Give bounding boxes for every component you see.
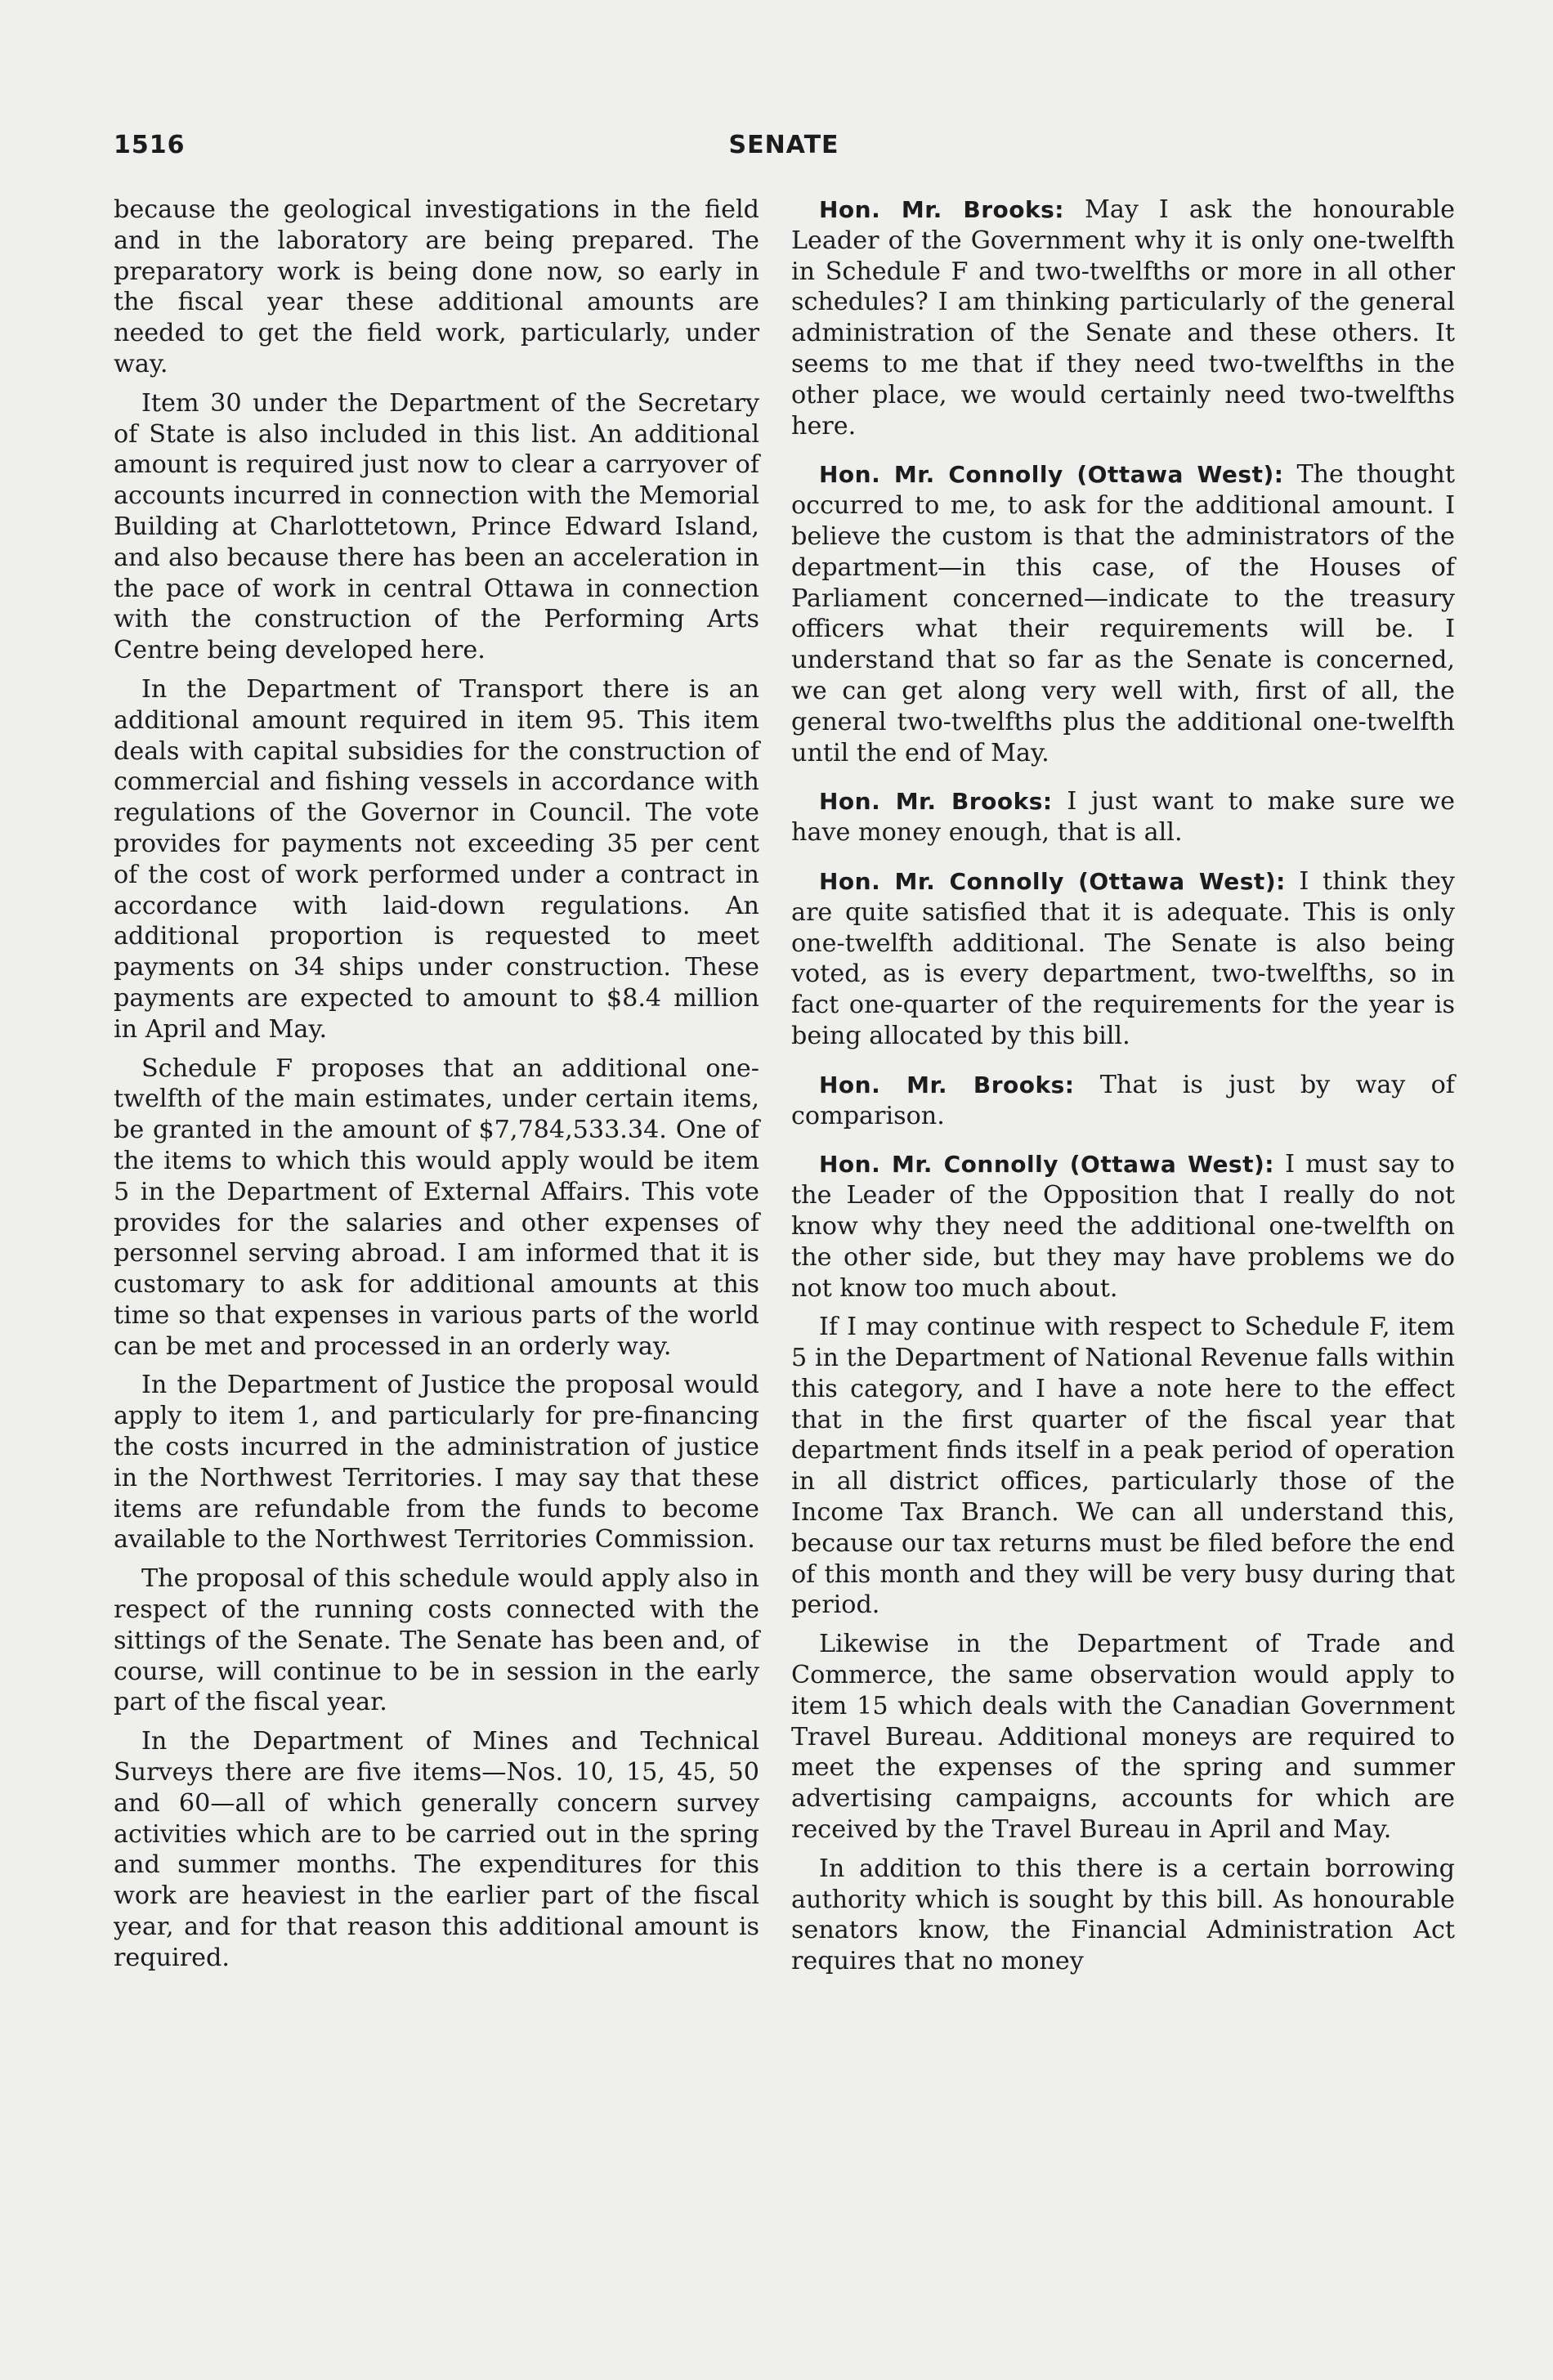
paragraph: because the geological investigations in the field and in the laboratory are being prepared. The preparatory work is being done now, so early in the fiscal year these additional amounts are needed to get the field work, particularly, under way.: [114, 195, 759, 378]
speaker-name: Hon. Mr. Brooks:: [819, 788, 1053, 816]
speech: [791, 195, 1455, 441]
speaker-name: Hon. Mr. Connolly (Ottawa West):: [819, 461, 1284, 489]
speech: [791, 866, 1455, 1052]
right-column: [791, 195, 1455, 1985]
speech: [791, 1070, 1455, 1132]
paragraph: Item 30 under the Department of the Secretary of State is also included in this list. An additional amount is required just now to clear a carryover of accounts incurred in connection with the Memorial Building at Charlottetown, Prince Edward Island, and also because there has been an acceleration in the pace of work in central Ottawa in connection with the construction of the Performing Arts Centre being developed here.: [114, 388, 759, 665]
speaker-name: Hon. Mr. Connolly (Ottawa West):: [819, 867, 1286, 895]
page-title: SENATE: [728, 131, 839, 159]
page-header: [114, 126, 1454, 168]
speaker-name: Hon. Mr. Connolly (Ottawa West):: [819, 1151, 1274, 1179]
left-column: [114, 195, 759, 1982]
paragraph: In addition to this there is a certain borrowing authority which is sought by this bill. As honourable senators know, the Financial Administration Act requires that no money: [791, 1854, 1455, 1976]
page-number: 1516: [114, 131, 186, 159]
paragraph: Schedule F proposes that an additional one-twelfth of the main estimates, under certain items, be granted in the amount of $7,784,533.34. One of the items to which this would apply would be item 5 in the Department of External Affairs. This vote provides for the salaries and other expenses of personnel serving abroad. I am informed that it is customary to ask for additional amounts at this time so that expenses in various parts of the world can be met and processed in an orderly way.: [114, 1054, 759, 1361]
speech-text: I think they are quite satisfied that it is adequate. This is only one-twelfth additional. The Senate is also being voted, as is every department, two-twelfths, so in fact one-quarter of the requirements for the year is being allocated by this bill.: [791, 866, 1455, 1050]
speech-text: I just want to make sure we have money enough, that is all.: [791, 787, 1455, 848]
speech-text: That is just by way of comparison.: [791, 1070, 1455, 1130]
paragraph: If I may continue with respect to Schedule F, item 5 in the Department of National Revenue falls within this category, and I have a note here to the effect that in the first quarter of the fiscal year that department finds itself in a peak period of operation in all district offices, particularly those of the Income Tax Branch. We can all understand this, because our tax returns must be filed before the end of this month and they will be very busy during that period.: [791, 1313, 1455, 1620]
speech: [791, 459, 1455, 768]
paragraph: In the Department of Justice the proposal would apply to item 1, and particularly for pre-financing the costs incurred in the administration of justice in the Northwest Territories. I may say that these items are refundable from the funds to become available to the Northwest Territories Commission.: [114, 1371, 759, 1555]
paragraph: The proposal of this schedule would apply also in respect of the running costs connected with the sittings of the Senate. The Senate has been and, of course, will continue to be in session in the early part of the fiscal year.: [114, 1564, 759, 1717]
speech: [791, 786, 1455, 848]
speaker-name: Hon. Mr. Brooks:: [819, 196, 1064, 223]
paragraph: In the Department of Transport there is an additional amount required in item 95. This item deals with capital subsidies for the construction of commercial and fishing vessels in accordance with regulations of the Governor in Council. The vote provides for payments not exceeding 35 per cent of the cost of work performed under a contract in accordance with laid-down regulations. An additional proportion is requested to meet payments on 34 ships under construction. These payments are expected to amount to $8.4 million in April and May.: [114, 674, 759, 1044]
paragraph: Likewise in the Department of Trade and Commerce, the same observation would apply to item 15 which deals with the Canadian Government Travel Bureau. Additional moneys are required to meet the expenses of the spring and summer advertising campaigns, accounts for which are received by the Travel Bureau in April and May.: [791, 1630, 1455, 1845]
speaker-name: Hon. Mr. Brooks:: [819, 1071, 1075, 1098]
speech-text: The thought occurred to me, to ask for the additional amount. I believe the custom is that the administrators of the department—in this case, of the Houses of Parliament concerned—indicate to the treasury officers what their requirements will be. I understand that so far as the Senate is concerned, we can get along very well with, first of all, the general two-twelfths plus the additional one-twelfth until the end of May.: [791, 460, 1455, 767]
paragraph: In the Department of Mines and Technical Surveys there are five items—Nos. 10, 15, 45, 50 and 60—all of which generally concern survey activities which are to be carried out in the spring and summer months. The expenditures for this work are heaviest in the earlier part of the fiscal year, and for that reason this additional amount is required.: [114, 1727, 759, 1972]
speech-text: May I ask the honourable Leader of the Government why it is only one-twelfth in Schedule F and two-twelfths or more in all other schedules? I am thinking particularly of the general administration of the Senate and these others. It seems to me that if they need two-twelfths in the other place, we would certainly need two-twelfths here.: [791, 195, 1455, 441]
speech-text: I must say to the Leader of the Opposition that I really do not know why they need the additional one-twelfth on the other side, but they may have problems we do not know too much about.: [791, 1150, 1455, 1303]
speech: [791, 1149, 1455, 1304]
